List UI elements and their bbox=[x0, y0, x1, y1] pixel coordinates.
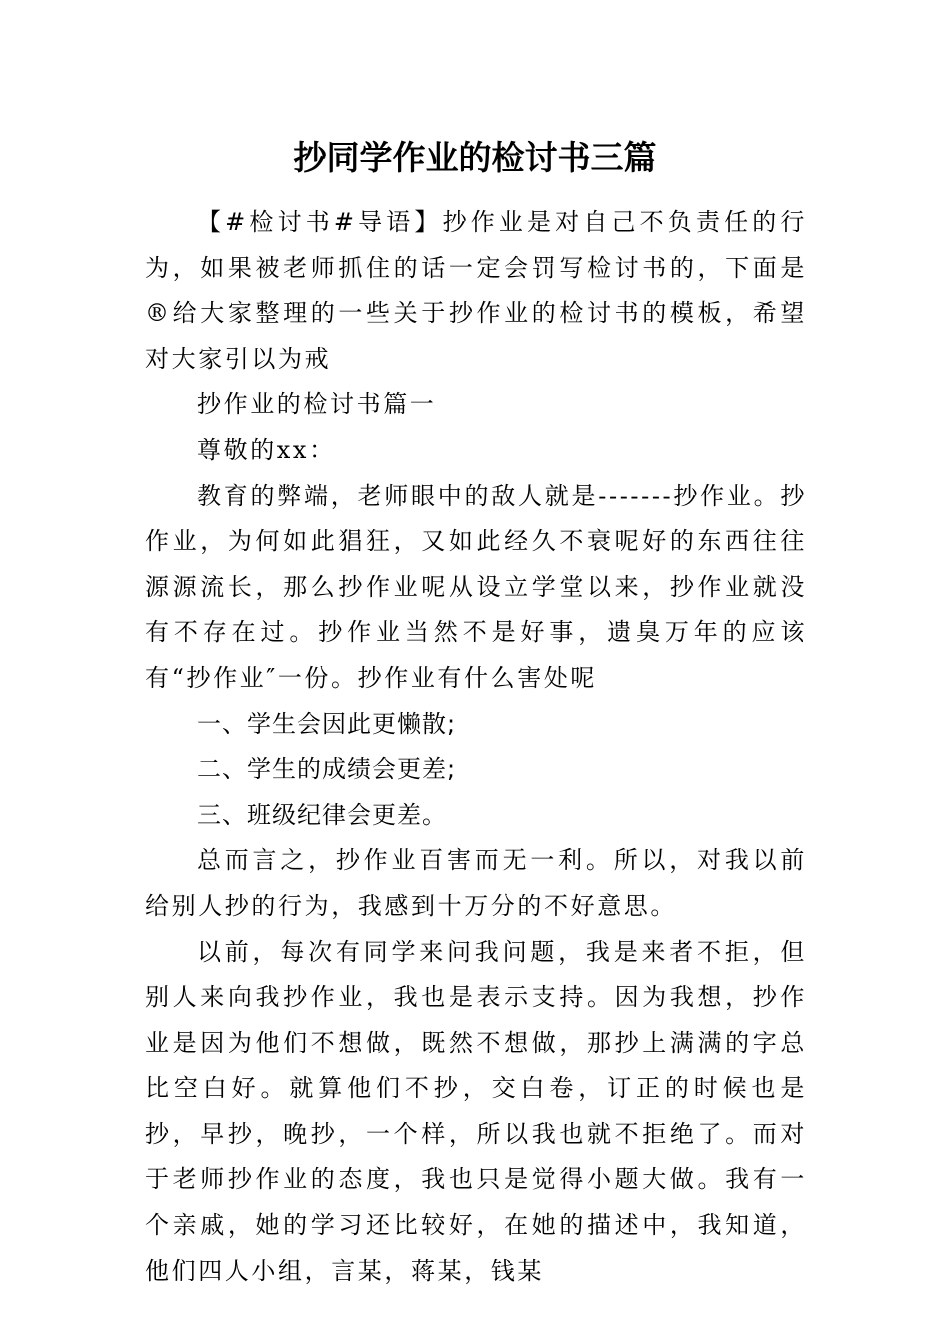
section-heading: 抄作业的检讨书篇一 bbox=[197, 390, 437, 419]
salutation: 尊敬的xx： bbox=[197, 435, 336, 464]
intro-paragraph: 【#检讨书#导语】抄作业是对自己不负责任的行为，如果被老师抓住的话一定会罚写检讨书的，下面是®给大家整理的一些关于抄作业的检讨书的模板，希望对大家引以为戒 bbox=[145, 208, 807, 373]
list-item: 三、班级纪律会更差。 bbox=[197, 800, 447, 829]
body-paragraph: 教育的弊端，老师眼中的敌人就是-------抄作业。抄作业，为何如此猖狂，又如此经久不衰呢好的东西往往源源流长，那么抄作业呢从设立学堂以来，抄作业就没有不存在过。抄作业当然不是好事，遗臭万年的应该有“抄作业″一份。抄作业有什么害处呢 bbox=[145, 481, 807, 692]
document-body bbox=[145, 200, 807, 1294]
list-item: 一、学生会因此更懒散; bbox=[197, 709, 457, 738]
document-title: 抄同学作业的检讨书三篇 bbox=[293, 138, 657, 177]
list-item: 二、学生的成绩会更差; bbox=[197, 755, 457, 784]
body-paragraph: 总而言之，抄作业百害而无一利。所以，对我以前给别人抄的行为，我感到十万分的不好意思。 bbox=[145, 846, 807, 920]
body-paragraph: 以前，每次有同学来问我问题，我是来者不拒，但别人来向我抄作业，我也是表示支持。因为我想，抄作业是因为他们不想做，既然不想做，那抄上满满的字总比空白好。就算他们不抄，交白卷，订正的时候也是抄，早抄，晚抄，一个样，所以我也就不拒绝了。而对于老师抄作业的态度，我也只是觉得小题大做。我有一个亲戚，她的学习还比较好，在她的描述中，我知道，他们四人小组，言某，蒋某，钱某 bbox=[145, 937, 807, 1285]
